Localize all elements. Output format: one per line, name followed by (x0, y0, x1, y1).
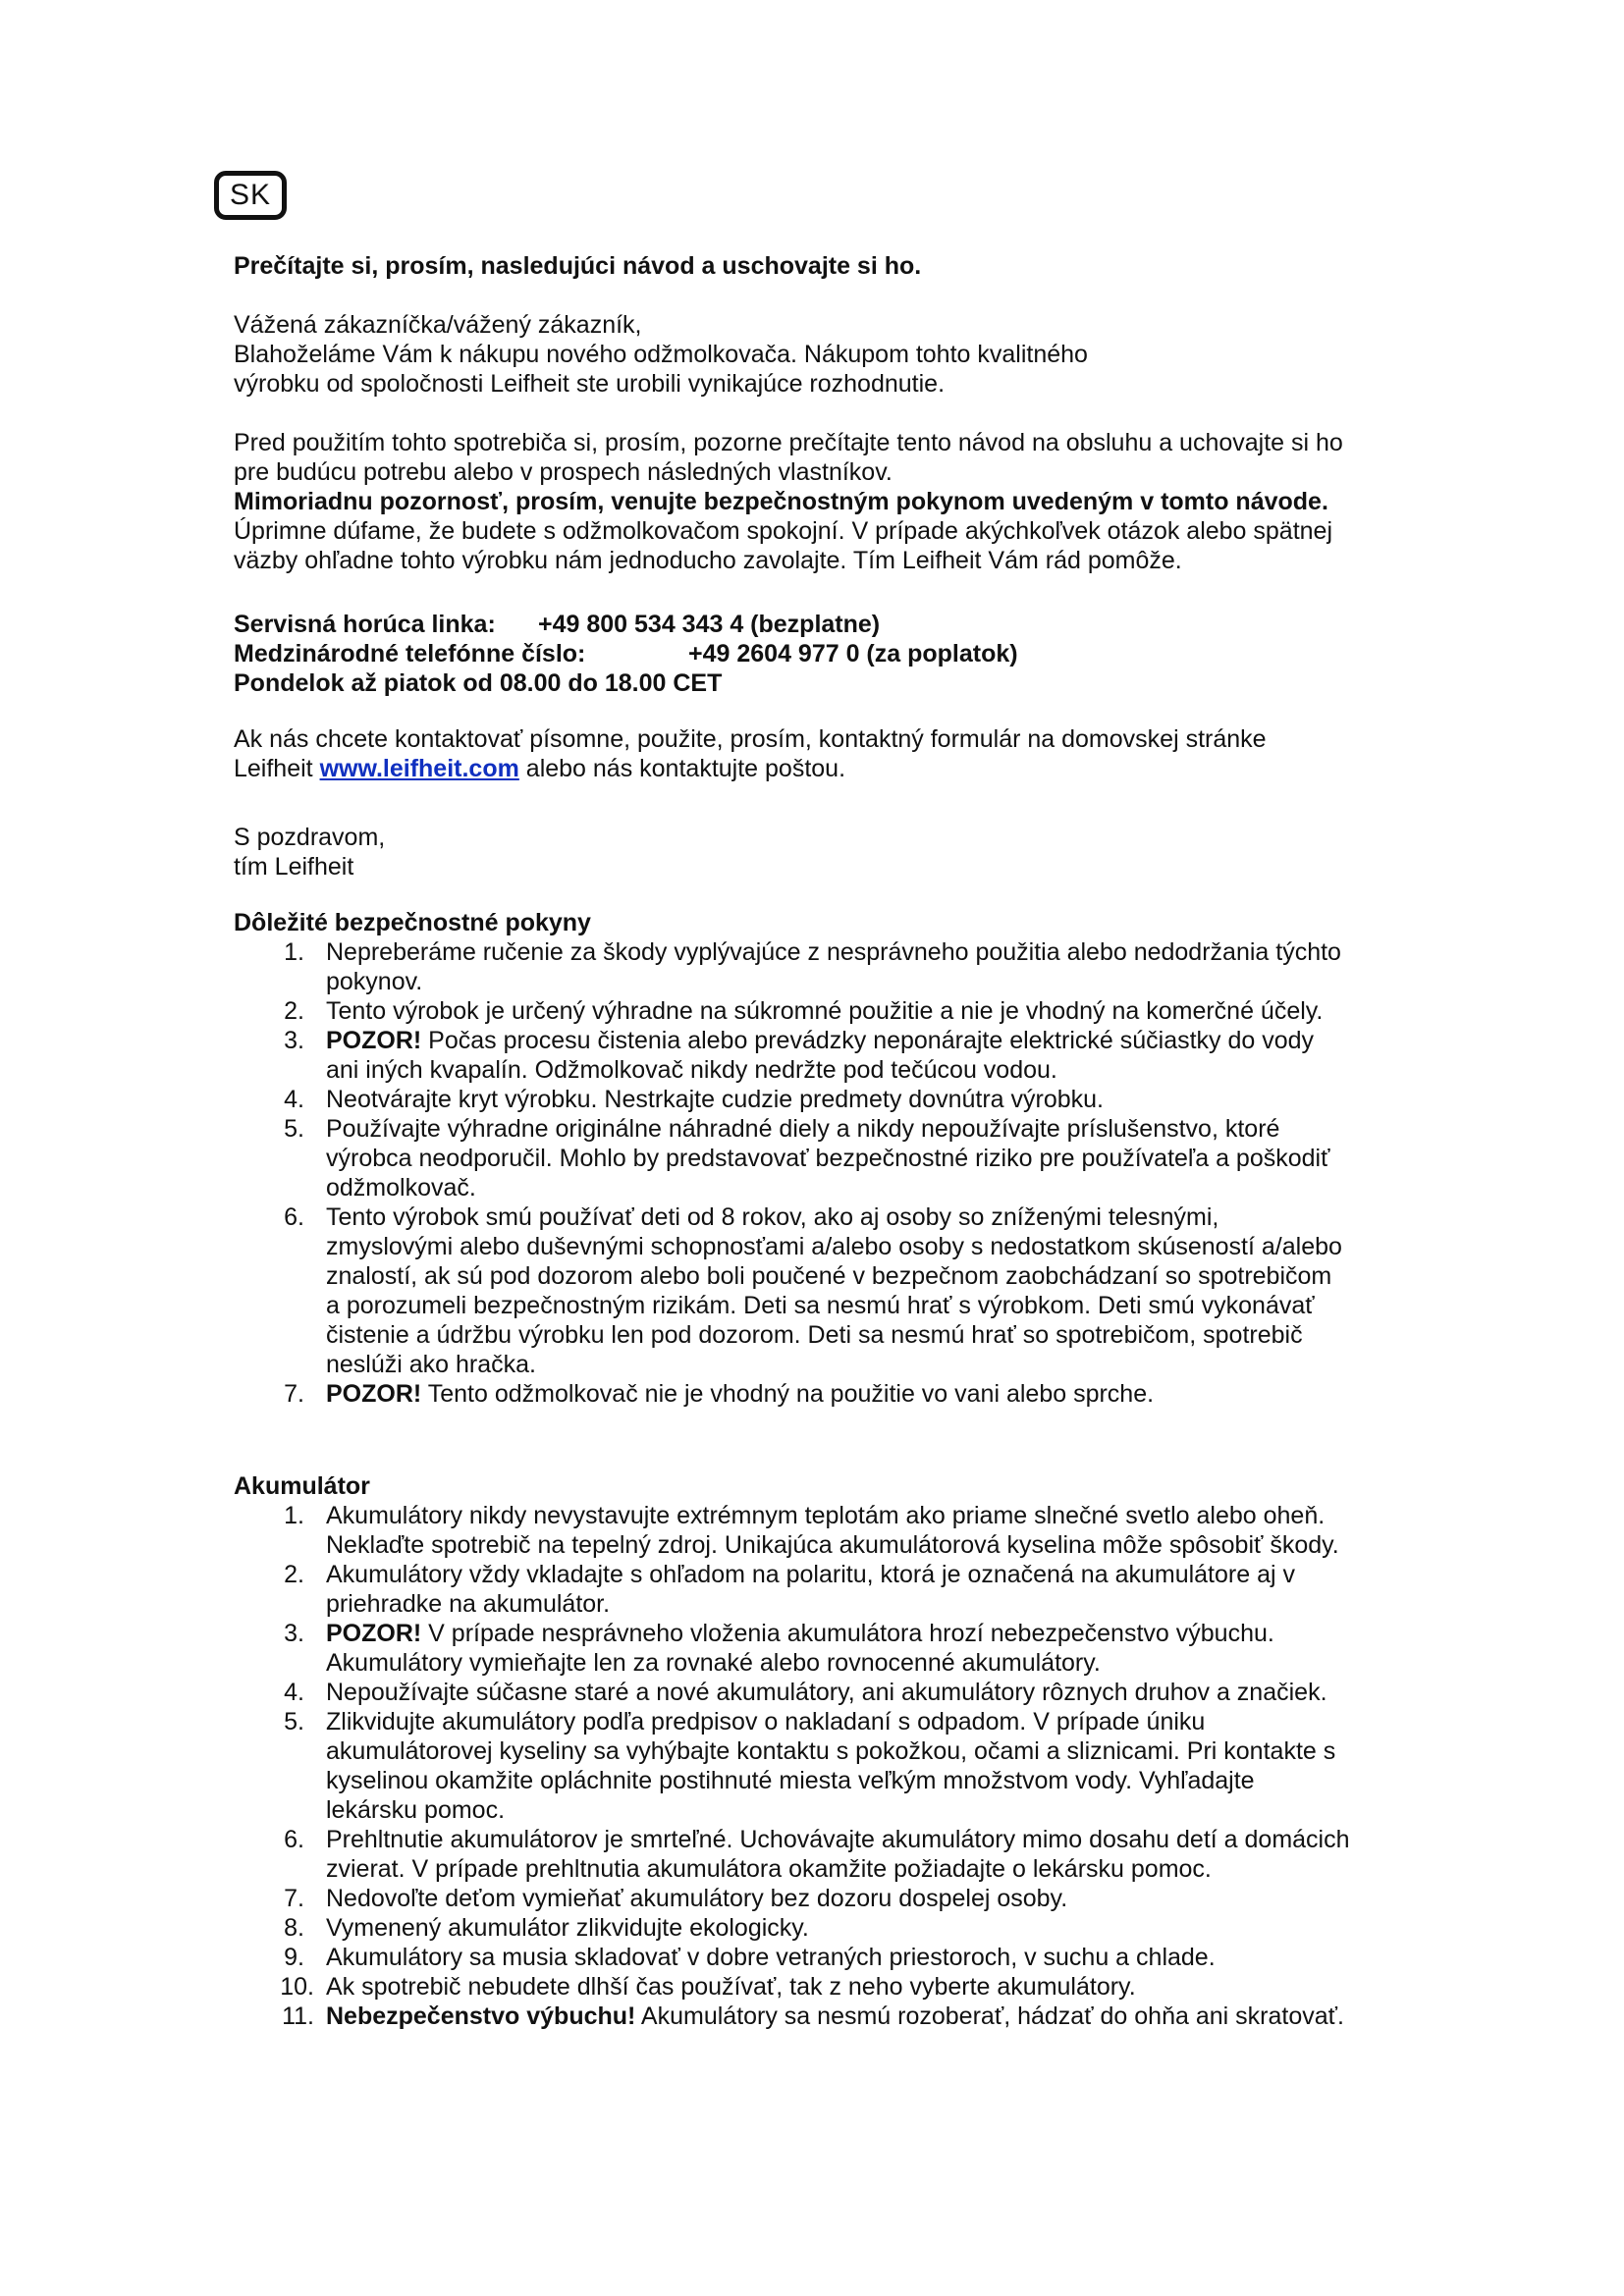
list-item (234, 1972, 1441, 2002)
list-item (234, 937, 1441, 996)
item-text: ani iných kvapalín. Odžmolkovač nikdy nedržte pod tečúcou vodou. (326, 1056, 1057, 1084)
item-number: 8. (284, 1914, 304, 1942)
battery-list (234, 1501, 1441, 2031)
item-text: Nepreberáme ručenie za škody vyplývajúce z nesprávneho použitia alebo nedodržania týchto (326, 938, 1341, 966)
item-text: zmyslovými alebo duševnými schopnosťami a/alebo osoby s nedostatkom skúseností a/alebo (326, 1233, 1342, 1260)
item-text: Akumulátory nikdy nevystavujte extrémnym teplotám ako priame slnečné svetlo alebo oheň. (326, 1502, 1326, 1529)
item-text: lekársku pomoc. (326, 1796, 506, 1824)
page-title: Prečítajte si, prosím, nasledujúci návod a uschovajte si ho. (234, 252, 922, 280)
item-text: kyselinou okamžite opláchnite postihnuté miesta veľkým množstvom vody. Vyhľadajte (326, 1767, 1255, 1794)
paragraph-line: väzby ohľadne tohto výrobku nám jednoducho zavolajte. Tím Leifheit Vám rád pomôže. (234, 547, 1182, 574)
item-number: 11. (282, 2002, 314, 2030)
item-text: Nedovoľte deťom vymieňať akumulátory bez dozoru dospelej osoby. (326, 1885, 1068, 1912)
contact-section (234, 724, 1441, 783)
item-text: Vymenený akumulátor zlikvidujte ekologicky. (326, 1914, 809, 1942)
item-number: 1. (284, 1502, 304, 1529)
item-text: odžmolkovač. (326, 1174, 476, 1201)
safety-emphasis: Mimoriadnu pozornosť, prosím, venujte bezpečnostným pokynom uvedeným v tomto návode. (234, 488, 1328, 515)
warning-label: POZOR! (326, 1380, 422, 1408)
list-item (234, 1560, 1441, 1619)
item-text: Tento odžmolkovač nie je vhodný na použitie vo vani alebo sprche. (421, 1380, 1155, 1408)
item-number: 9. (284, 1944, 304, 1971)
list-item (234, 996, 1441, 1026)
safety-heading: Dôležité bezpečnostné pokyny (234, 909, 591, 936)
item-text: čistenie a údržbu výrobku len pod dozorom. Deti sa nesmú hrať so spotrebičom, spotrebič (326, 1321, 1303, 1349)
safety-section (234, 908, 1441, 1409)
item-text: Používajte výhradne originálne náhradné diely a nikdy nepoužívajte príslušenstvo, ktoré (326, 1115, 1280, 1143)
item-text: znalostí, ak sú pod dozorom alebo boli poučené v bezpečnom zaobchádzaní so spotrebičom (326, 1262, 1332, 1290)
item-text: Ak spotrebič nebudete dlhší čas používať, tak z neho vyberte akumulátory. (326, 1973, 1136, 2001)
website-link[interactable]: www.leifheit.com (319, 755, 519, 782)
closing-line: tím Leifheit (234, 853, 354, 881)
list-item (234, 1619, 1441, 1678)
list-item (234, 1825, 1441, 1884)
list-item (234, 1707, 1441, 1825)
item-text: pokynov. (326, 968, 423, 995)
battery-heading: Akumulátor (234, 1472, 370, 1500)
warning-label: Nebezpečenstvo výbuchu! (326, 2002, 636, 2030)
service-hours: Pondelok až piatok od 08.00 do 18.00 CET (234, 669, 723, 697)
list-item (234, 1085, 1441, 1114)
intro-title (234, 251, 1441, 281)
list-item (234, 1202, 1441, 1379)
item-number: 2. (284, 1561, 304, 1588)
list-item (234, 1379, 1441, 1409)
warning-label: POZOR! (326, 1027, 422, 1054)
item-number: 4. (284, 1679, 304, 1706)
hotline-label: Servisná horúca linka: (234, 611, 496, 638)
item-text: neslúži ako hračka. (326, 1351, 537, 1378)
greeting: Vážená zákazníčka/vážený zákazník, (234, 311, 642, 339)
item-text: Počas procesu čistenia alebo prevádzky neponárajte elektrické súčiastky do vody (421, 1027, 1315, 1054)
paragraph-line: Úprimne dúfame, že budete s odžmolkovačom spokojní. V prípade akýchkoľvek otázok alebo spätnej (234, 517, 1333, 545)
item-number: 5. (284, 1708, 304, 1735)
instructions-paragraph (234, 428, 1441, 575)
item-number: 6. (284, 1203, 304, 1231)
list-item (234, 1913, 1441, 1943)
item-text: výrobca neodporučil. Mohlo by predstavovať bezpečnostné riziko pre používateľa a poškodiť (326, 1145, 1330, 1172)
item-number: 3. (284, 1620, 304, 1647)
paragraph-line: pre budúcu potrebu alebo v prospech následných vlastníkov. (234, 458, 893, 486)
list-item (234, 1884, 1441, 1913)
item-text: V prípade nesprávneho vloženia akumulátora hrozí nebezpečenstvo výbuchu. (421, 1620, 1274, 1647)
item-text: Akumulátory vždy vkladajte s ohľadom na polaritu, ktorá je označená na akumulátore aj v (326, 1561, 1295, 1588)
item-text: Nepoužívajte súčasne staré a nové akumulátory, ani akumulátory rôznych druhov a značiek. (326, 1679, 1327, 1706)
item-number: 3. (284, 1027, 304, 1054)
language-badge: SK (214, 171, 287, 220)
item-text: Akumulátory sa nesmú rozoberať, hádzať do ohňa ani skratovať. (635, 2002, 1344, 2030)
item-text: akumulátorovej kyseliny sa vyhýbajte kontaktu s pokožkou, očami a sliznicami. Pri kontakte s (326, 1737, 1336, 1765)
item-number: 2. (284, 997, 304, 1025)
item-text: zvierat. V prípade prehltnutia akumulátora okamžite požiadajte o lekársku pomoc. (326, 1855, 1212, 1883)
battery-section (234, 1471, 1441, 2031)
item-number: 7. (284, 1380, 304, 1408)
hotline-section (234, 610, 1441, 698)
item-number: 7. (284, 1885, 304, 1912)
paragraph-line: Pred použitím tohto spotrebiča si, prosím, pozorne prečítajte tento návod na obsluhu a uchovajte si ho (234, 429, 1343, 456)
item-text: Neklaďte spotrebič na tepelný zdroj. Unikajúca akumulátorová kyselina môže spôsobiť škody. (326, 1531, 1339, 1559)
closing-line: S pozdravom, (234, 824, 386, 851)
contact-line: Ak nás chcete kontaktovať písomne, použite, prosím, kontaktný formulár na domovskej stránke (234, 725, 1267, 753)
international-number: +49 2604 977 0 (za poplatok) (688, 640, 1018, 667)
greeting-section (234, 310, 1441, 399)
item-text: Neotvárajte kryt výrobku. Nestrkajte cudzie predmety dovnútra výrobku. (326, 1086, 1105, 1113)
list-item (234, 1501, 1441, 1560)
hotline-number: +49 800 534 343 4 (bezplatne) (538, 611, 881, 638)
item-text: a porozumeli bezpečnostným rizikám. Deti sa nesmú hrať s výrobkom. Deti smú vykonávať (326, 1292, 1315, 1319)
item-text: Akumulátory vymieňajte len za rovnaké alebo rovnocenné akumulátory. (326, 1649, 1101, 1677)
item-text: Prehltnutie akumulátorov je smrteľné. Uchovávajte akumulátory mimo dosahu detí a domácich (326, 1826, 1350, 1853)
intro-paragraph-line: Blahoželáme Vám k nákupu nového odžmolkovača. Nákupom tohto kvalitného (234, 341, 1088, 368)
list-item (234, 1943, 1441, 1972)
item-text: Tento výrobok je určený výhradne na súkromné použitie a nie je vhodný na komerčné účely. (326, 997, 1324, 1025)
item-number: 6. (284, 1826, 304, 1853)
item-text: Tento výrobok smú používať deti od 8 rokov, ako aj osoby so zníženými telesnými, (326, 1203, 1219, 1231)
intro-paragraph-line: výrobku od spoločnosti Leifheit ste urobili vynikajúce rozhodnutie. (234, 370, 946, 398)
international-label: Medzinárodné telefónne číslo: (234, 640, 586, 667)
warning-label: POZOR! (326, 1620, 422, 1647)
item-number: 1. (284, 938, 304, 966)
item-number: 5. (284, 1115, 304, 1143)
list-item (234, 1678, 1441, 1707)
item-text: Zlikvidujte akumulátory podľa predpisov o nakladaní s odpadom. V prípade úniku (326, 1708, 1206, 1735)
list-item (234, 2002, 1441, 2031)
contact-line: Leifheit www.leifheit.com alebo nás kontaktujte poštou. (234, 755, 846, 782)
safety-list (234, 937, 1441, 1409)
item-text: Akumulátory sa musia skladovať v dobre vetraných priestoroch, v suchu a chlade. (326, 1944, 1216, 1971)
closing-section (234, 823, 1441, 881)
item-number: 10. (280, 1973, 314, 2001)
list-item (234, 1026, 1441, 1085)
item-number: 4. (284, 1086, 304, 1113)
item-text: priehradke na akumulátor. (326, 1590, 611, 1618)
list-item (234, 1114, 1441, 1202)
